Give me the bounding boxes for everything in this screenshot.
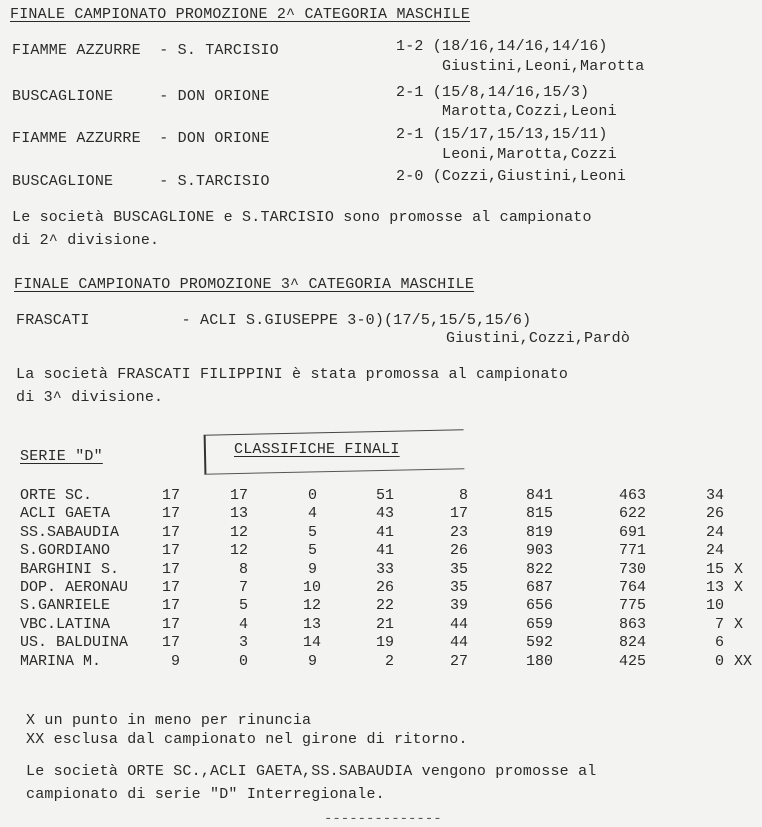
- wins: 12: [229, 523, 248, 541]
- standing-points: 34: [705, 487, 724, 504]
- standing-points: 15: [705, 560, 724, 578]
- heading-promozione-3-categoria: FINALE CAMPIONATO PROMOZIONE 3^ CATEGORIA MASCHILE: [14, 276, 475, 293]
- sets-lost: 39: [449, 597, 468, 615]
- points-for: 841: [525, 487, 553, 504]
- games-played: 9: [170, 652, 180, 670]
- sets-won: 19: [375, 634, 394, 652]
- points-against: 771: [618, 542, 646, 560]
- match-players: Leoni,Marotta,Cozzi: [442, 146, 617, 163]
- team-name: MARINA M.: [20, 652, 102, 670]
- promotion-note: Le società BUSCAGLIONE e S.TARCISIO sono promosse al campionato: [12, 209, 592, 226]
- table-row: [0, 634, 762, 654]
- standing-points: 7: [714, 615, 724, 633]
- legend-x: X un punto in meno per rinuncia: [26, 712, 312, 729]
- table-row: [0, 653, 762, 673]
- wins: 3: [238, 634, 248, 652]
- table-row: [0, 579, 762, 599]
- wins: 8: [238, 560, 248, 578]
- sets-lost: 8: [458, 487, 468, 504]
- table-row: [0, 597, 762, 617]
- promotion-note: di 2^ divisione.: [12, 232, 160, 249]
- sets-won: 43: [375, 505, 394, 523]
- points-for: 180: [525, 652, 553, 670]
- wins: 5: [238, 597, 248, 615]
- team-name: ORTE SC.: [20, 487, 93, 504]
- heading-promozione-2-categoria: FINALE CAMPIONATO PROMOZIONE 2^ CATEGORIA MASCHILE: [10, 6, 471, 23]
- team-name: S.GANRIELE: [20, 597, 111, 615]
- match-teams: FIAMME AZZURRE - S. TARCISIO: [12, 42, 279, 59]
- points-against: 691: [618, 523, 646, 541]
- sets-won: 26: [375, 579, 394, 596]
- standing-points: 24: [705, 523, 724, 541]
- points-for: 815: [525, 505, 553, 523]
- points-against: 863: [618, 615, 646, 633]
- match-result: 2-1 (15/8,14/16,15/3): [396, 84, 590, 101]
- sets-lost: 35: [449, 560, 468, 578]
- points-against: 425: [618, 652, 646, 670]
- games-played: 17: [161, 579, 180, 596]
- points-against: 730: [618, 560, 646, 578]
- games-played: 17: [161, 560, 180, 578]
- promotion-note: campionato di serie "D" Interregionale.: [26, 786, 385, 803]
- team-name: BARGHINI S.: [20, 560, 120, 578]
- standing-points: 6: [714, 634, 724, 652]
- table-row: [0, 542, 762, 562]
- losses: 10: [303, 579, 322, 596]
- sets-lost: 27: [449, 652, 468, 670]
- wins: 4: [238, 615, 248, 633]
- games-played: 17: [161, 542, 180, 560]
- points-against: 824: [618, 634, 646, 652]
- points-against: 775: [618, 597, 646, 615]
- points-against: 764: [618, 579, 646, 596]
- wins: 13: [229, 505, 248, 523]
- table-row: [0, 505, 762, 525]
- games-played: 17: [161, 615, 180, 633]
- sets-won: 22: [375, 597, 394, 615]
- losses: 5: [307, 542, 317, 560]
- match-result: 2-1 (15/17,15/13,15/11): [396, 126, 608, 143]
- points-for: 819: [525, 523, 553, 541]
- table-row: [0, 561, 762, 581]
- promotion-note: Le società ORTE SC.,ACLI GAETA,SS.SABAUDIA vengono promosse al: [26, 763, 597, 780]
- losses: 0: [307, 487, 317, 504]
- footer-dashes: --------------: [324, 811, 442, 827]
- team-name: DOP. AERONAU: [20, 579, 129, 596]
- losses: 14: [303, 634, 322, 652]
- losses: 4: [307, 505, 317, 523]
- match-players: Marotta,Cozzi,Leoni: [442, 103, 617, 120]
- standing-points: 13: [705, 579, 724, 596]
- team-name: ACLI GAETA: [20, 505, 111, 523]
- games-played: 17: [161, 634, 180, 652]
- wins: 0: [238, 652, 248, 670]
- wins: 7: [238, 579, 248, 596]
- losses: 13: [303, 615, 322, 633]
- points-for: 592: [525, 634, 553, 652]
- sets-won: 2: [384, 652, 394, 670]
- wins: 12: [229, 542, 248, 560]
- sets-won: 21: [375, 615, 394, 633]
- penalty-mark: X: [734, 579, 744, 596]
- legend-xx: XX esclusa dal campionato nel girone di ritorno.: [26, 731, 468, 748]
- games-played: 17: [161, 487, 180, 504]
- match-players: Giustini,Leoni,Marotta: [442, 58, 645, 75]
- penalty-mark: X: [734, 615, 744, 633]
- points-for: 822: [525, 560, 553, 578]
- losses: 9: [307, 560, 317, 578]
- match-teams: BUSCAGLIONE - S.TARCISIO: [12, 173, 270, 190]
- promotion-note: di 3^ divisione.: [16, 389, 164, 406]
- points-against: 622: [618, 505, 646, 523]
- points-against: 463: [618, 487, 646, 504]
- match-line-frascati: FRASCATI - ACLI S.GIUSEPPE 3-0)(17/5,15/5,15/6): [16, 312, 532, 329]
- sets-lost: 17: [449, 505, 468, 523]
- games-played: 17: [161, 597, 180, 615]
- sets-lost: 26: [449, 542, 468, 560]
- table-row: [0, 616, 762, 636]
- team-name: S.GORDIANO: [20, 542, 111, 560]
- points-for: 656: [525, 597, 553, 615]
- games-played: 17: [161, 523, 180, 541]
- sets-lost: 44: [449, 634, 468, 652]
- standing-points: 0: [714, 652, 724, 670]
- standing-points: 24: [705, 542, 724, 560]
- games-played: 17: [161, 505, 180, 523]
- points-for: 687: [525, 579, 553, 596]
- team-name: US. BALDUINA: [20, 634, 129, 652]
- sets-lost: 44: [449, 615, 468, 633]
- match-players: Giustini,Cozzi,Pardò: [446, 330, 631, 347]
- points-for: 659: [525, 615, 553, 633]
- match-teams: FIAMME AZZURRE - DON ORIONE: [12, 130, 270, 147]
- penalty-mark: XX: [734, 652, 753, 670]
- losses: 5: [307, 523, 317, 541]
- sets-lost: 23: [449, 523, 468, 541]
- sets-won: 51: [375, 487, 394, 504]
- team-name: SS.SABAUDIA: [20, 523, 120, 541]
- team-name: VBC.LATINA: [20, 615, 111, 633]
- match-teams: BUSCAGLIONE - DON ORIONE: [12, 88, 270, 105]
- sets-lost: 35: [449, 579, 468, 596]
- match-result: 1-2 (18/16,14/16,14/16): [396, 38, 608, 55]
- series-label: SERIE "D": [20, 448, 103, 465]
- losses: 12: [303, 597, 322, 615]
- wins: 17: [229, 487, 248, 504]
- promotion-note: La società FRASCATI FILIPPINI è stata promossa al campionato: [16, 366, 569, 383]
- sets-won: 33: [375, 560, 394, 578]
- standings-title: CLASSIFICHE FINALI: [234, 441, 400, 458]
- table-row: [0, 487, 762, 507]
- losses: 9: [307, 652, 317, 670]
- sets-won: 41: [375, 542, 394, 560]
- table-row: [0, 524, 762, 544]
- penalty-mark: X: [734, 560, 744, 578]
- standing-points: 10: [705, 597, 724, 615]
- sets-won: 41: [375, 523, 394, 541]
- standing-points: 26: [705, 505, 724, 523]
- points-for: 903: [525, 542, 553, 560]
- match-result: 2-0 (Cozzi,Giustini,Leoni: [396, 168, 627, 185]
